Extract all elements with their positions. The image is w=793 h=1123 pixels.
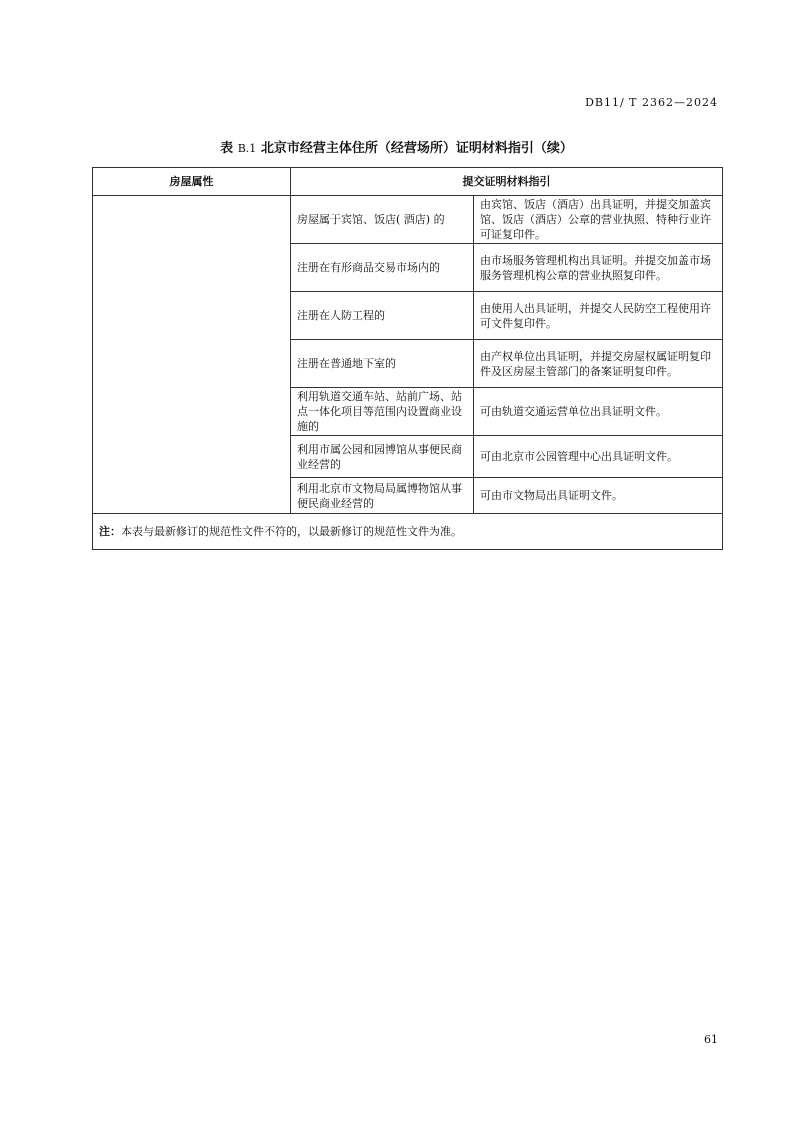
table-header-row xyxy=(93,168,723,196)
property-category-cell: 利用北京市文物局局属博物馆从事便民商业经营的 xyxy=(291,478,474,514)
guidance-cell: 由宾馆、饭店（酒店）出具证明，并提交加盖宾馆、饭店（酒店）公章的营业执照、特种行业许可证复印件。 xyxy=(474,196,723,244)
property-category-cell: 房屋属于宾馆、饭店( 酒店) 的 xyxy=(291,196,474,244)
note-text: 本表与最新修订的规范性文件不符的，以最新修订的规范性文件为准。 xyxy=(121,525,462,538)
property-category-cell: 利用轨道交通车站、站前广场、站点一体化项目等范围内设置商业设施的 xyxy=(291,388,474,436)
table-title-prefix: 表 xyxy=(220,141,234,156)
evidence-guidance-table xyxy=(92,167,723,550)
guidance-cell: 由使用人出具证明，并提交人民防空工程使用许可文件复印件。 xyxy=(474,292,723,340)
guidance-cell: 可由北京市公园管理中心出具证明文件。 xyxy=(474,436,723,478)
column-header-property-type: 房屋属性 xyxy=(93,168,291,196)
table-row xyxy=(93,196,723,244)
merged-empty-cell xyxy=(93,196,291,514)
document-id: DB11/ T 2362—2024 xyxy=(585,96,718,109)
page-number: 61 xyxy=(704,1033,718,1046)
note-label: 注： xyxy=(99,525,121,538)
table-title-text: 北京市经营主体住所（经营场所）证明材料指引（续） xyxy=(260,141,573,156)
property-category-cell: 注册在人防工程的 xyxy=(291,292,474,340)
column-header-guidance: 提交证明材料指引 xyxy=(291,168,723,196)
guidance-cell: 由产权单位出具证明，并提交房屋权属证明复印件及区房屋主管部门的备案证明复印件。 xyxy=(474,340,723,388)
property-category-cell: 注册在普通地下室的 xyxy=(291,340,474,388)
property-category-cell: 利用市属公园和园博馆从事便民商业经营的 xyxy=(291,436,474,478)
table-note-row xyxy=(93,514,723,550)
property-category-cell: 注册在有形商品交易市场内的 xyxy=(291,244,474,292)
guidance-cell: 由市场服务管理机构出具证明。并提交加盖市场服务管理机构公章的营业执照复印件。 xyxy=(474,244,723,292)
table-title xyxy=(0,137,793,156)
table-title-number: B.1 xyxy=(237,142,257,155)
guidance-cell: 可由市文物局出具证明文件。 xyxy=(474,478,723,514)
guidance-cell: 可由轨道交通运营单位出具证明文件。 xyxy=(474,388,723,436)
table-note xyxy=(93,514,723,550)
